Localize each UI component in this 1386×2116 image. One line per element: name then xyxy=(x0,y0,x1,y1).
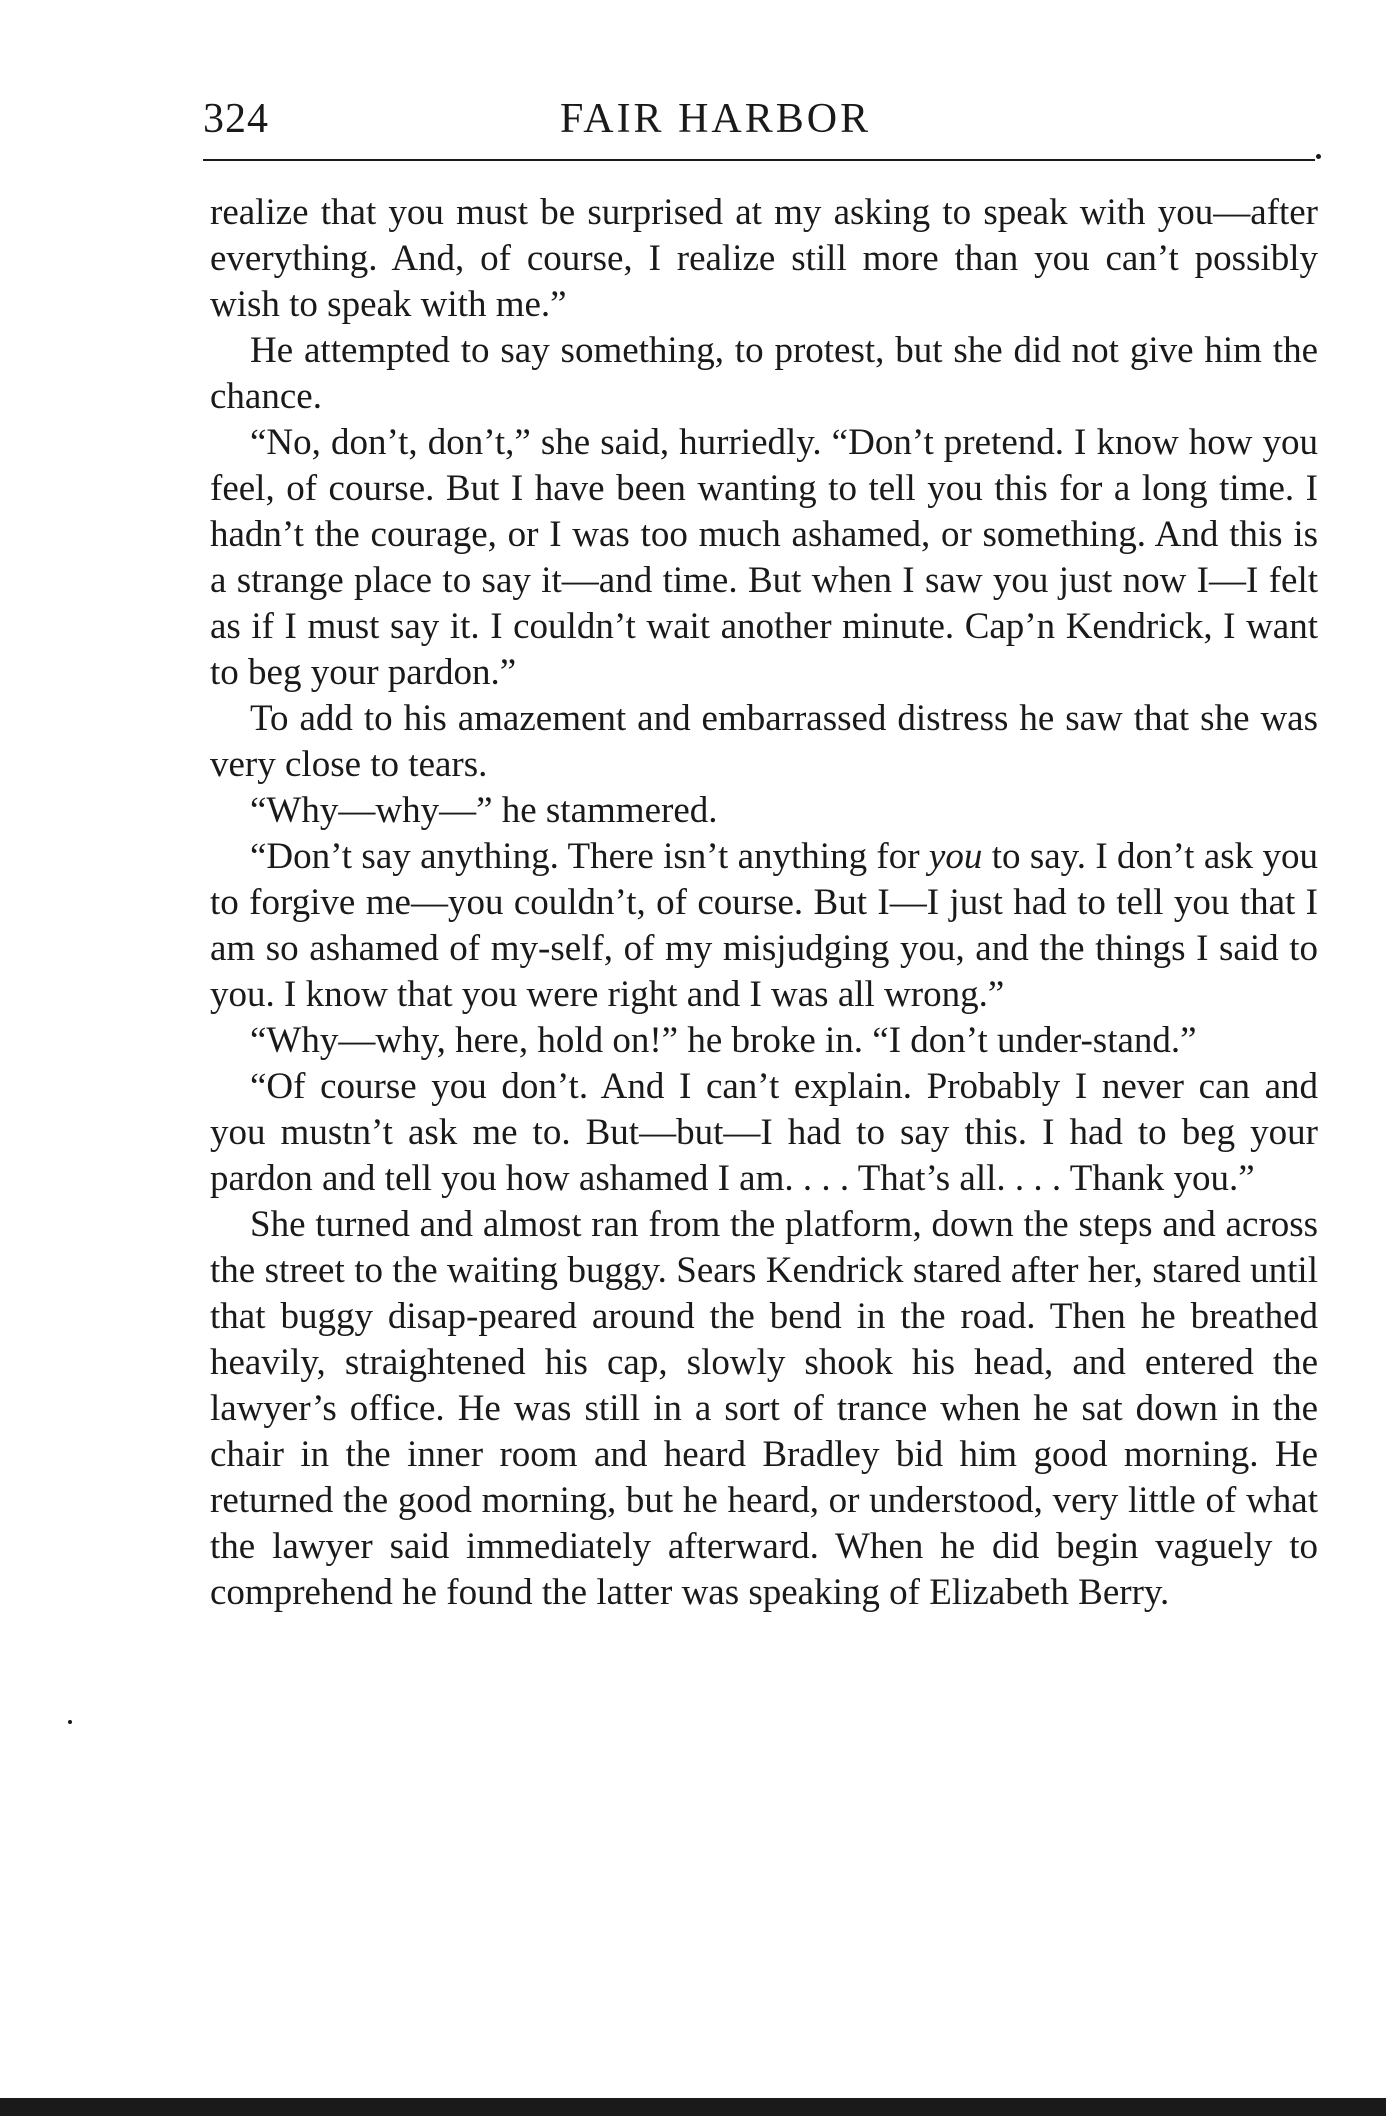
ink-speck xyxy=(68,1720,72,1724)
paragraph-3: “No, don’t, don’t,” she said, hurriedly. “Don’t pretend. I know how you feel, of course. But I have been wanting to tell you this for a long time. I hadn’t the courage, or I was too much ashamed, or something. And this is a strange place to say it—and time. But when I saw you just now I—I felt as if I must say it. I couldn’t wait another minute. Cap’n Kendrick, I want to beg your pardon.” xyxy=(210,422,1318,693)
page-number: 324 xyxy=(203,96,269,142)
paragraph-6-end: to say. I don’t ask you to forgive me—you couldn’t, of course. But I—I just had to tell you that I am so ashamed of my-self, of my misjudging you, and the things I said to you. I know that you were right and I was all wrong.” xyxy=(210,836,1318,1015)
paragraph-6 xyxy=(210,834,1318,1018)
paragraph-9: She turned and almost ran from the platform, down the steps and across the street to the waiting buggy. Sears Kendrick stared after her, stared until that buggy disap-peared around the bend in the road. Then he breathed heavily, straightened his cap, slowly shook his head, and entered the lawyer’s office. He was still in a sort of trance when he sat down in the chair in the inner room and heard Bradley bid him good morning. He returned the good morning, but he heard, or understood, very little of what the lawyer said immediately afterward. When he did begin vaguely to comprehend he found the latter was speaking of Elizabeth Berry. xyxy=(210,1204,1318,1613)
header-rule xyxy=(203,159,1315,161)
running-title: FAIR HARBOR xyxy=(560,96,872,142)
paragraph-7: “Why—why, here, hold on!” he broke in. “I don’t under-stand.” xyxy=(250,1020,1197,1061)
header-rule-dot xyxy=(1316,154,1321,159)
emphasis-you: you xyxy=(928,836,983,877)
paragraph-8: “Of course you don’t. And I can’t explain. Probably I never can and you mustn’t ask me to. But—but—I had to say this. I had to beg your pardon and tell you how ashamed I am. . . . That’s all. . . . Thank you.” xyxy=(210,1066,1318,1199)
paragraph-4: To add to his amazement and embarrassed distress he saw that she was very close to tears. xyxy=(210,698,1318,785)
paragraph-5: “Why—why—” he stammered. xyxy=(250,790,718,831)
paragraph-6-start: “Don’t say anything. There isn’t anything for xyxy=(250,836,929,877)
page-body xyxy=(210,190,1318,1616)
paragraph-1: realize that you must be surprised at my asking to speak with you—after everything. And, of course, I realize still more than you can’t possibly wish to speak with me.” xyxy=(210,192,1318,325)
paragraph-2: He attempted to say something, to protest, but she did not give him the chance. xyxy=(210,330,1318,417)
scan-bottom-edge xyxy=(0,2098,1386,2116)
